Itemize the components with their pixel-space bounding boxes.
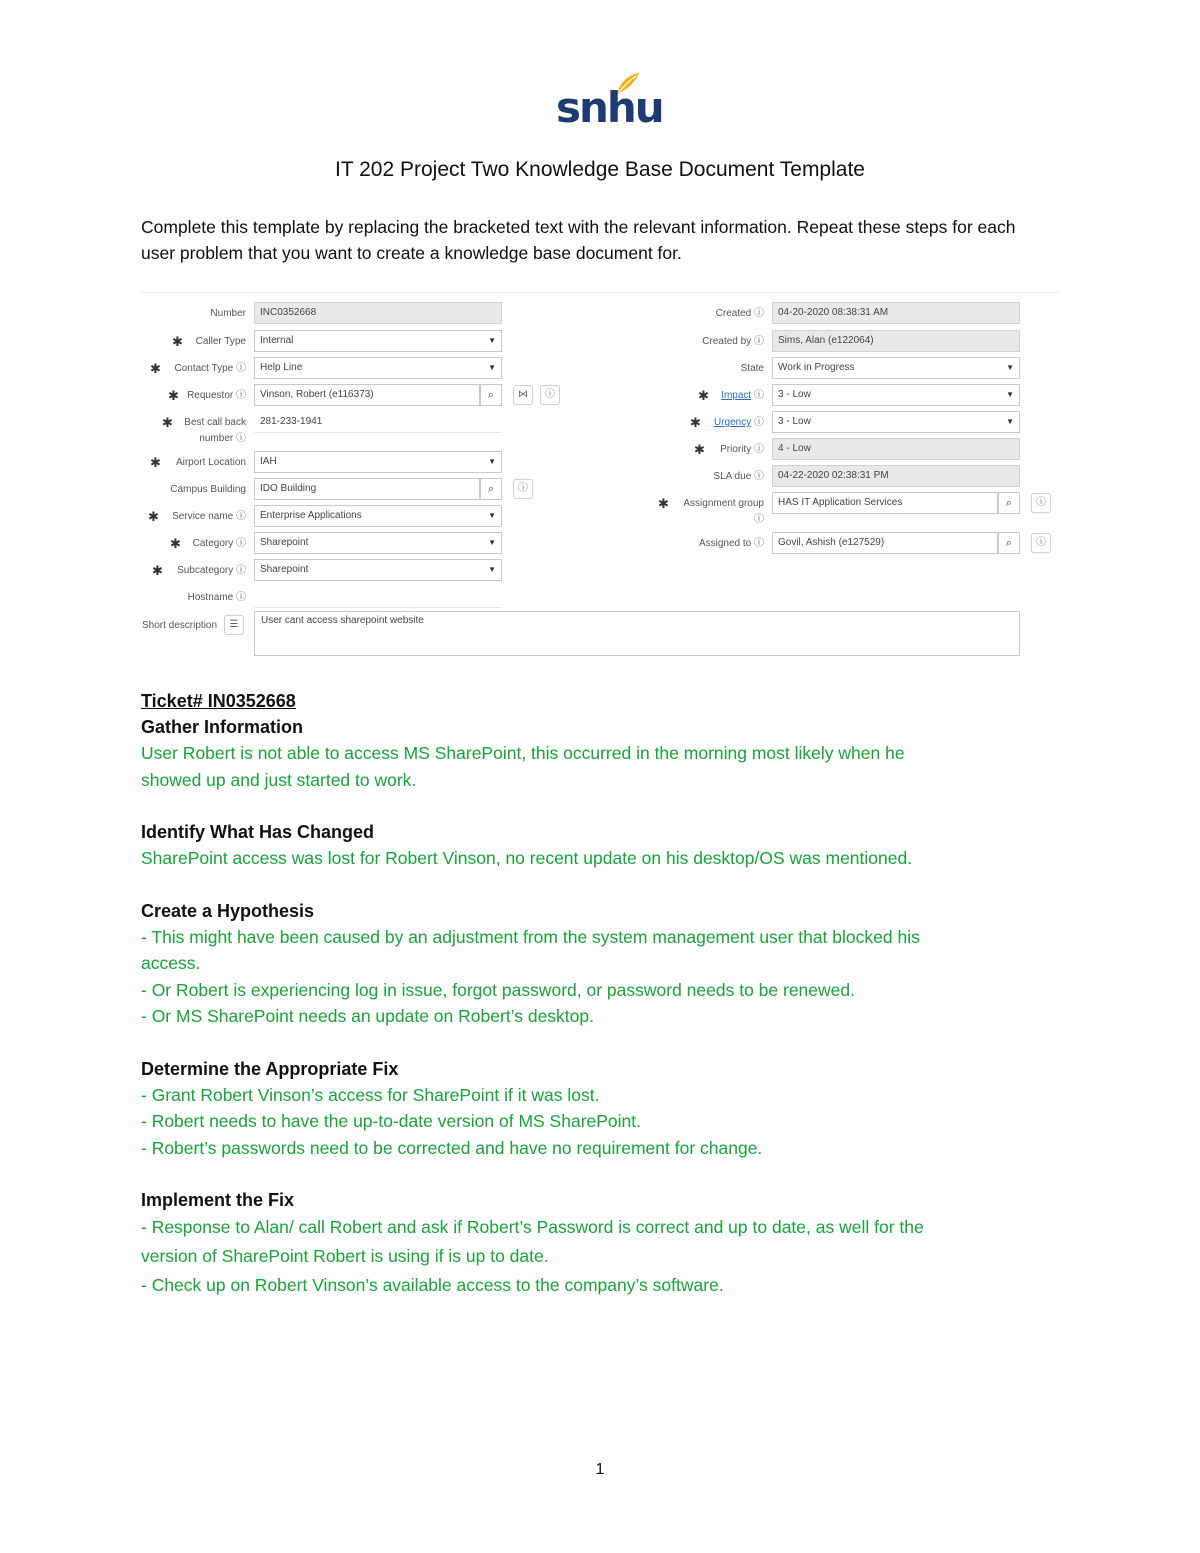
gather-heading: Gather Information [141, 717, 304, 737]
intro-paragraph: Complete this template by replacing the bracketed text with the relevant information. Repeat these steps for each user problem that you want to create a knowledge base document for. [141, 217, 1016, 263]
created-by-field[interactable]: Sims, Alan (e122064) [772, 330, 1020, 352]
ticket-number: Ticket# IN0352668 [141, 691, 296, 711]
assigned-to-field[interactable]: Govil, Ashish (e127529) [772, 532, 998, 554]
category-value: Sharepoint [260, 537, 309, 548]
template-icon[interactable]: ☰ [224, 615, 244, 635]
number-field[interactable]: INC0352668 [254, 302, 502, 324]
created-label: Created ⓘ [715, 308, 764, 319]
subcategory-value: Sharepoint [260, 564, 309, 575]
caret-down-icon: ▼ [488, 538, 496, 547]
contact-type-select[interactable] [254, 357, 502, 379]
state-value: Work in Progress [778, 362, 855, 373]
fix-line: - Robert’s passwords need to be corrected and have no requirement for change. [141, 1137, 763, 1158]
info-icon[interactable]: ⓘ [1031, 533, 1051, 553]
airport-location-select[interactable] [254, 451, 502, 473]
required-asterisk-icon: ✱ [698, 388, 709, 403]
snhu-logo [556, 72, 663, 132]
fix-heading: Determine the Appropriate Fix [141, 1058, 399, 1079]
urgency-select[interactable] [772, 411, 1020, 433]
best-call-back-field[interactable]: 281-233-1941 [254, 411, 502, 433]
caret-down-icon: ▼ [488, 336, 496, 345]
caret-down-icon: ▼ [488, 565, 496, 574]
required-asterisk-icon: ✱ [162, 415, 173, 430]
contact-type-value: Help Line [260, 362, 303, 373]
required-asterisk-icon: ✱ [168, 388, 179, 403]
impact-label: Impact ⓘ [721, 390, 764, 401]
hypothesis-line: - Or Robert is experiencing log in issue, forgot password, or password needs to be renewed. [141, 979, 855, 1000]
implement-line: - Response to Alan/ call Robert and ask if Robert’s Password is correct and up to date, as well for the [141, 1217, 924, 1237]
caret-down-icon: ▼ [1006, 390, 1014, 399]
caller-type-select[interactable] [254, 330, 502, 352]
sla-due-field[interactable]: 04-22-2020 02:38:31 PM [772, 465, 1020, 487]
caret-down-icon: ▼ [488, 363, 496, 372]
assigned-to-label: Assigned to ⓘ [698, 538, 764, 549]
caller-type-value: Internal [260, 335, 294, 346]
required-asterisk-icon: ✱ [172, 334, 183, 349]
state-label: State [740, 363, 764, 374]
assignment-group-info-icon: ⓘ [754, 514, 764, 525]
implement-line: - Check up on Robert Vinson’s available access to the company’s software. [141, 1275, 724, 1295]
required-asterisk-icon: ✱ [150, 455, 161, 470]
gather-line: User Robert is not able to access MS SharePoint, this occurred in the morning most likely when he [141, 743, 905, 763]
caller-type-label: Caller Type [195, 336, 246, 347]
best-call-back-label: Best call back [184, 417, 246, 428]
hypothesis-heading: Create a Hypothesis [141, 900, 315, 921]
contact-type-label: Contact Type ⓘ [174, 363, 246, 374]
subcategory-label: Subcategory ⓘ [177, 565, 246, 576]
service-name-select[interactable] [254, 505, 502, 527]
subcategory-select[interactable] [254, 559, 502, 581]
tree-icon[interactable]: ⋈ [513, 385, 533, 405]
assignment-group-label: Assignment group [683, 498, 764, 509]
created-field[interactable]: 04-20-2020 08:38:31 AM [772, 302, 1020, 324]
implement-line: version of SharePoint Robert is using if is up to date. [141, 1246, 549, 1266]
best-call-back-label-line2: number ⓘ [199, 433, 246, 444]
info-icon[interactable]: ⓘ [1031, 493, 1051, 513]
priority-field[interactable]: 4 - Low [772, 438, 1020, 460]
fix-line: - Grant Robert Vinson’s access for SharePoint if it was lost. [141, 1084, 600, 1105]
created-by-label: Created by ⓘ [702, 336, 764, 347]
incident-form [140, 292, 1060, 662]
urgency-value: 3 - Low [778, 416, 811, 427]
requestor-label: Requestor ⓘ [187, 390, 246, 401]
number-label: Number [210, 308, 246, 319]
urgency-label: Urgency ⓘ [713, 417, 764, 428]
caret-down-icon: ▼ [488, 511, 496, 520]
required-asterisk-icon: ✱ [152, 563, 163, 578]
search-icon[interactable]: ⌕ [998, 492, 1020, 514]
required-asterisk-icon: ✱ [690, 415, 701, 430]
required-asterisk-icon: ✱ [170, 536, 181, 551]
hypothesis-line: - Or MS SharePoint needs an update on Robert’s desktop. [141, 1006, 595, 1026]
category-label: Category ⓘ [192, 538, 246, 549]
required-asterisk-icon: ✱ [658, 496, 669, 511]
document-title: IT 202 Project Two Knowledge Base Document Template [335, 158, 865, 181]
fix-line: - Robert needs to have the up-to-date version of MS SharePoint. [141, 1111, 642, 1131]
airport-location-label: Airport Location [175, 457, 246, 468]
hostname-label: Hostname ⓘ [187, 592, 246, 603]
info-icon[interactable]: ⓘ [540, 385, 560, 405]
gather-line: showed up and just started to work. [141, 769, 417, 790]
sla-due-label: SLA due ⓘ [713, 471, 764, 482]
required-asterisk-icon: ✱ [148, 509, 159, 524]
assignment-group-field[interactable]: HAS IT Application Services [772, 492, 998, 514]
changed-heading: Identify What Has Changed [141, 822, 375, 842]
hostname-field[interactable] [254, 586, 502, 608]
airport-location-value: IAH [260, 456, 277, 467]
caret-down-icon: ▼ [1006, 363, 1014, 372]
campus-building-field[interactable]: IDO Building [254, 478, 480, 500]
category-select[interactable] [254, 532, 502, 554]
page-number: 1 [595, 1461, 605, 1478]
short-description-label: Short description [142, 620, 218, 631]
priority-label: Priority ⓘ [720, 444, 764, 455]
search-icon[interactable]: ⌕ [480, 384, 502, 406]
impact-value: 3 - Low [778, 389, 811, 400]
impact-select[interactable] [772, 384, 1020, 406]
changed-line: SharePoint access was lost for Robert Vinson, no recent update on his desktop/OS was mentioned. [141, 848, 913, 868]
service-name-value: Enterprise Applications [260, 510, 362, 521]
search-icon[interactable]: ⌕ [480, 478, 502, 500]
requestor-field[interactable]: Vinson, Robert (e116373) [254, 384, 480, 406]
campus-building-label: Campus Building [170, 484, 246, 495]
hypothesis-line: - This might have been caused by an adjustment from the system management user that blocked his [141, 926, 920, 947]
required-asterisk-icon: ✱ [150, 361, 161, 376]
search-icon[interactable]: ⌕ [998, 532, 1020, 554]
implement-heading: Implement the Fix [141, 1190, 295, 1210]
hypothesis-line: access. [141, 953, 201, 973]
short-description-field[interactable]: User cant access sharepoint website [254, 611, 1020, 656]
state-select[interactable] [772, 357, 1020, 379]
required-asterisk-icon: ✱ [694, 442, 705, 457]
info-icon[interactable]: ⓘ [513, 479, 533, 499]
caret-down-icon: ▼ [488, 457, 496, 466]
logo-text: snhu [556, 83, 663, 132]
knowledge-base-content [141, 688, 1041, 1300]
service-name-label: Service name ⓘ [172, 511, 246, 522]
caret-down-icon: ▼ [1006, 417, 1014, 426]
